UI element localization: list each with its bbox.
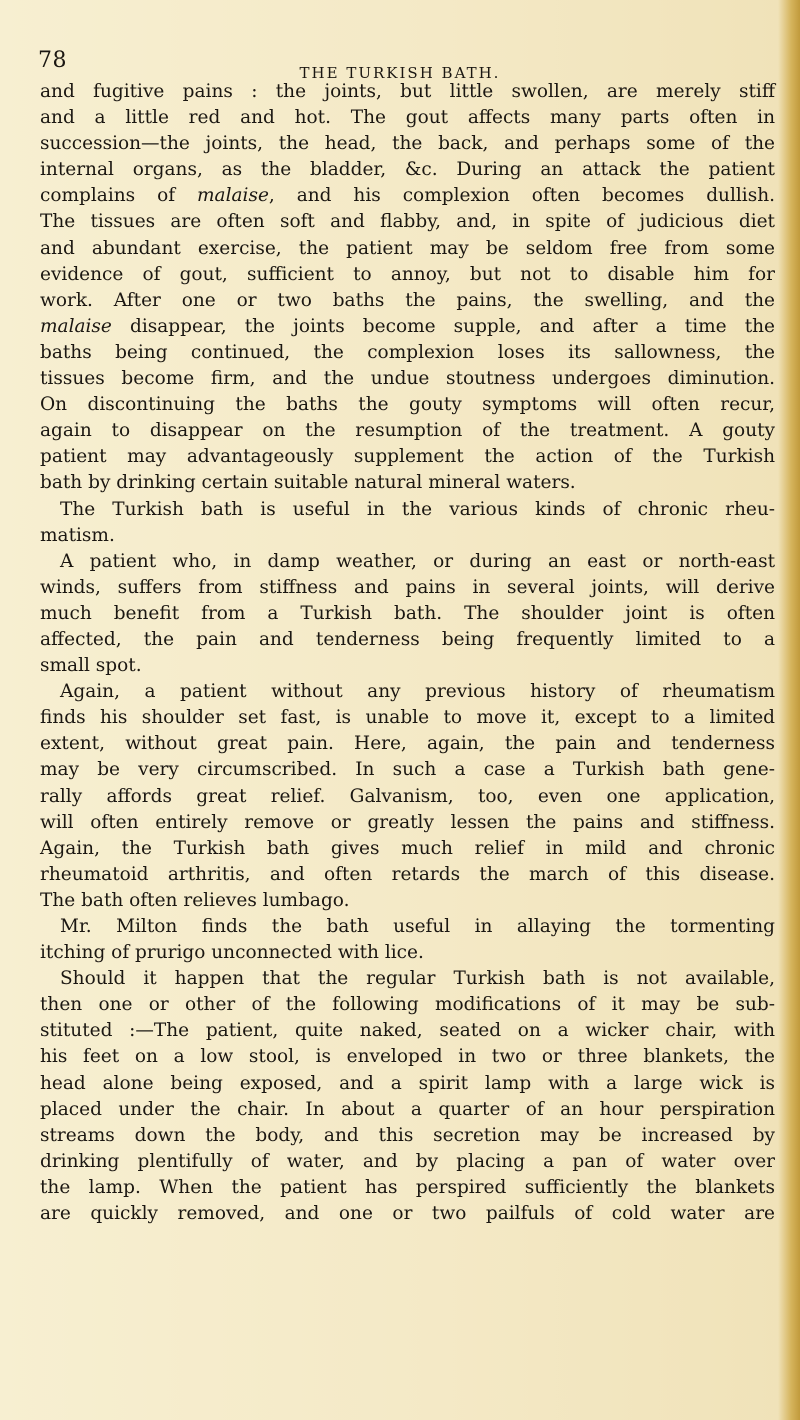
text-line: The bath often relieves lumbago.	[40, 889, 350, 911]
text-line: A patient who, in damp weather, or during an east or north-east	[60, 550, 775, 572]
text-line: affected, the pain and tenderness being frequently limited to a	[40, 628, 775, 650]
text-line: are quickly removed, and one or two pailfuls of cold water are	[40, 1203, 775, 1225]
text-line: baths being continued, the complexion loses its sallowness, the	[40, 341, 775, 363]
text-line: may be very circumscribed. In such a case a Turkish bath gene-	[40, 759, 775, 781]
text-line: and abundant exercise, the patient may be seldom free from some	[40, 237, 775, 259]
text-line: On discontinuing the baths the gouty symptoms will often recur,	[40, 394, 775, 416]
text-line: Again, the Turkish bath gives much relief in mild and chronic	[40, 837, 775, 859]
text-line: Should it happen that the regular Turkish bath is not available,	[60, 968, 775, 990]
text-line: tissues become firm, and the undue stoutness undergoes diminution.	[40, 368, 775, 390]
text-line: The tissues are often soft and flabby, and, in spite of judicious diet	[40, 211, 775, 233]
text-line: rally affords great relief. Galvanism, too, even one application,	[40, 785, 775, 807]
text-line: again to disappear on the resumption of the treatment. A gouty	[40, 420, 775, 442]
text-line: and a little red and hot. The gout affects many parts often in	[40, 107, 775, 129]
text-line: complains of malaise, and his complexion often becomes dullish.	[40, 185, 775, 207]
text-line: itching of prurigo unconnected with lice.	[40, 942, 424, 964]
text-line: bath by drinking certain suitable natural mineral waters.	[40, 472, 576, 494]
text-line: head alone being exposed, and a spirit lamp with a large wick is	[40, 1072, 775, 1094]
text-line: the lamp. When the patient has perspired sufficiently the blankets	[40, 1176, 775, 1198]
text-line: patient may advantageously supplement the action of the Turkish	[40, 446, 775, 468]
text-line: rheumatoid arthritis, and often retards the march of this disease.	[40, 863, 775, 885]
text-line: malaise disappear, the joints become supple, and after a time the	[40, 315, 775, 337]
page-number: 78	[38, 48, 67, 73]
text-line: succession—the joints, the head, the back, and perhaps some of the	[40, 133, 775, 155]
text-line: evidence of gout, sufficient to annoy, but not to disable him for	[40, 263, 775, 285]
text-line: and fugitive pains : the joints, but little swollen, are merely stiff	[40, 81, 775, 102]
text-line: much benefit from a Turkish bath. The shoulder joint is often	[40, 602, 775, 624]
text-line: work. After one or two baths the pains, the swelling, and the	[40, 289, 775, 311]
text-line: Again, a patient without any previous history of rheumatism	[60, 681, 775, 703]
text-line: finds his shoulder set fast, is unable to move it, except to a limited	[40, 707, 775, 729]
text-line: stituted :—The patient, quite naked, seated on a wicker chair, with	[40, 1020, 775, 1042]
text-line: matism.	[40, 524, 115, 546]
text-line: will often entirely remove or greatly lessen the pains and stiffness.	[40, 811, 775, 833]
body-text	[40, 79, 775, 1227]
text-line: drinking plentifully of water, and by placing a pan of water over	[40, 1150, 775, 1172]
text-line: internal organs, as the bladder, &c. During an attack the patient	[40, 159, 775, 181]
text-line: The Turkish bath is useful in the various kinds of chronic rheu-	[60, 498, 775, 520]
text-line: extent, without great pain. Here, again, the pain and tenderness	[40, 733, 775, 755]
text-line: winds, suffers from stiffness and pains in several joints, will derive	[40, 576, 775, 598]
text-line: streams down the body, and this secretion may be increased by	[40, 1124, 775, 1146]
text-line: Mr. Milton finds the bath useful in allaying the tormenting	[60, 916, 775, 937]
text-line: his feet on a low stool, is enveloped in two or three blankets, the	[40, 1046, 775, 1068]
text-line: then one or other of the following modifications of it may be sub-	[40, 994, 775, 1016]
text-line: placed under the chair. In about a quarter of an hour perspiration	[40, 1098, 775, 1120]
text-line: small spot.	[40, 655, 142, 677]
page-edge-shadow	[778, 0, 800, 1420]
running-head: THE TURKISH BATH.	[299, 64, 501, 82]
